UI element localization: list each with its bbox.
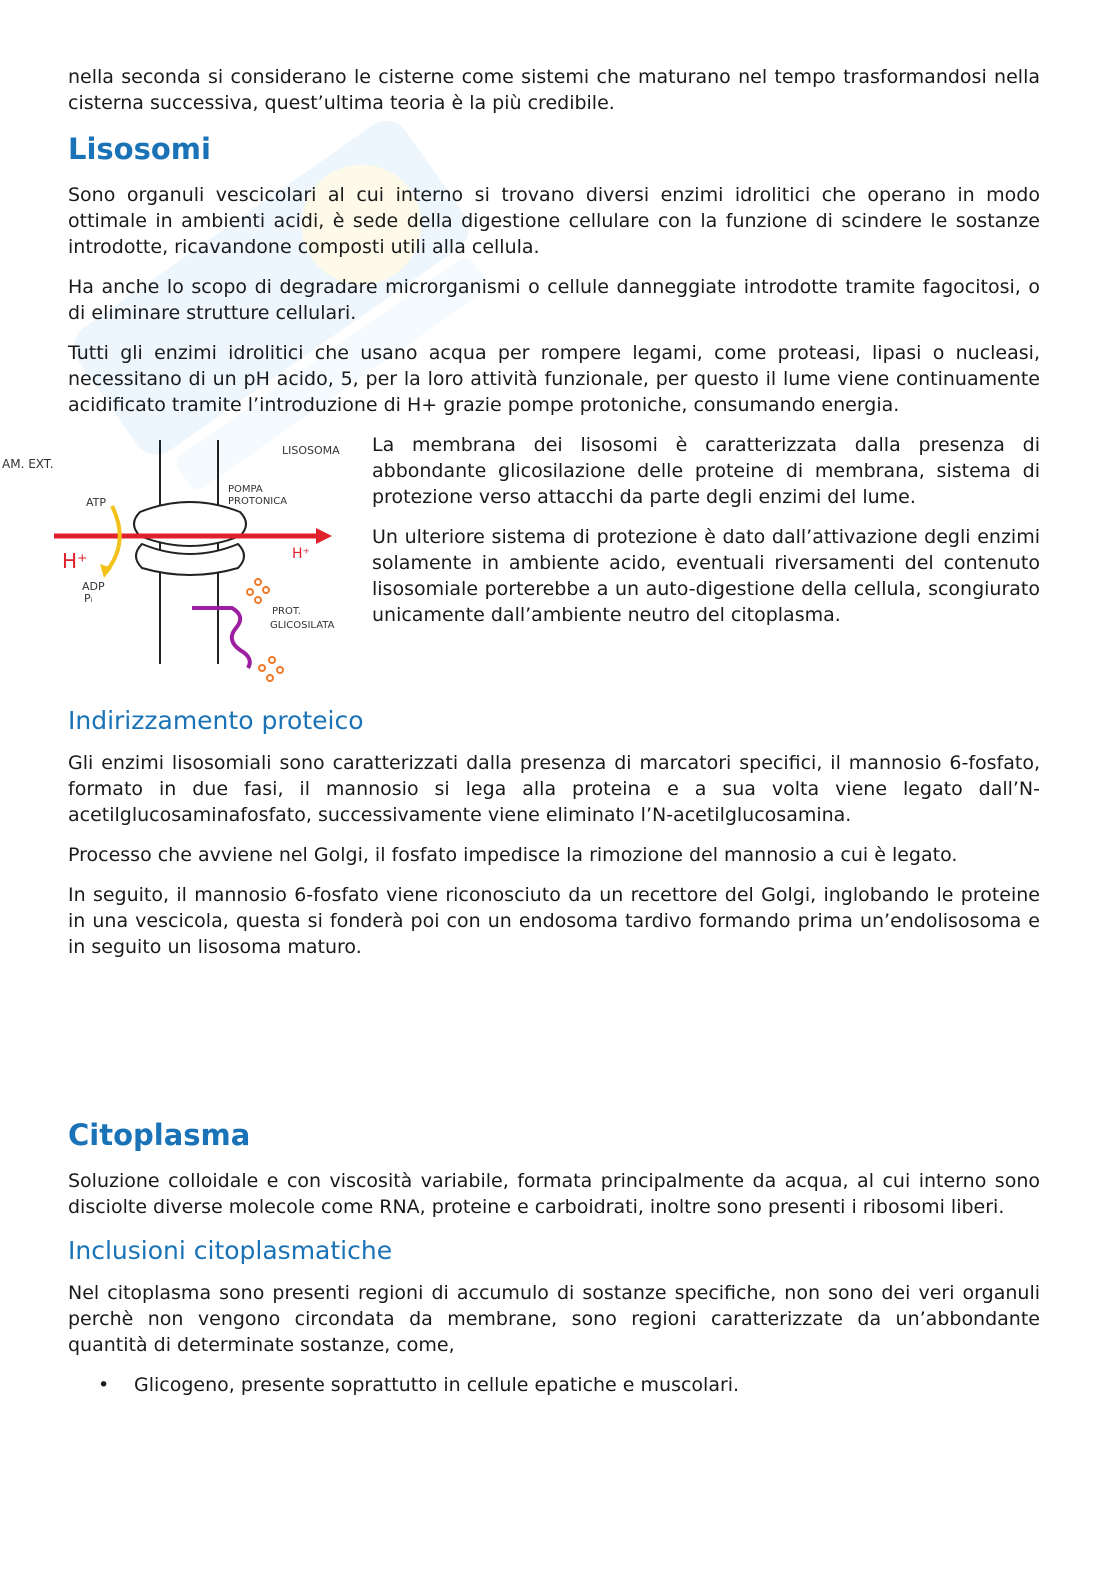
label-glicosilata: GLICOSILATA (270, 620, 335, 631)
label-h-left: H⁺ (62, 549, 88, 573)
label-lisosoma: LISOSOMA (282, 444, 340, 457)
section-title-indirizzamento: Indirizzamento proteico (68, 706, 364, 735)
figure-row (0, 432, 1040, 688)
indirizzamento-paragraph-2: Processo che avviene nel Golgi, il fosfato impedisce la rimozione del mannosio a cui è legato. (68, 844, 958, 866)
label-adp: ADP (82, 580, 105, 593)
label-atp: ATP (86, 496, 107, 509)
indirizzamento-paragraph-1: Gli enzimi lisosomiali sono caratterizzati dalla presenza di marcatori specifici, il mannosio 6-fosfato, formato in due fasi, il mannosio si lega alla proteina e a sua volta viene legato dall’N-acetilglucosaminafosfato, successivamente viene eliminato l’N-acetilglucosamina. (68, 752, 1040, 826)
label-am-ext: AM. EXT. (2, 457, 54, 471)
atp-hydrolysis-arrow (106, 506, 120, 572)
lisosomi-figure-paragraph-2: Un ulteriore sistema di protezione è dato dall’attivazione degli enzimi solamente in ambiente acido, eventuali riversamenti del contenuto lisosomiale porterebbe a un auto-digestione della cellula, scongiurato unicamente dall’ambiente neutro del citoplasma. (372, 526, 1040, 626)
inclusioni-paragraph: Nel citoplasma sono presenti regioni di accumulo di sostanze specifiche, non sono dei veri organuli perchè non vengono circondata da membrane, sono regioni caratterizzate da un’abbondante quantità di determinate sostanze, come, (68, 1282, 1040, 1356)
label-pi: Pᵢ (84, 592, 93, 605)
citoplasma-paragraph: Soluzione colloidale e con viscosità variabile, formata principalmente da acqua, al cui interno sono disciolte diverse molecole come RNA, proteine e carboidrati, inoltre sono presenti i ribosomi liberi. (68, 1170, 1040, 1218)
page-spacer (68, 974, 1040, 1116)
lisosomi-paragraph-1: Sono organuli vescicolari al cui interno si trovano diversi enzimi idrolitici che operano in modo ottimale in ambienti acidi, è sede della digestione cellulare con la funzione di scindere le sostanze introdotte, ricavandone composti utili alla cellula. (68, 184, 1040, 258)
inclusioni-list (68, 1372, 1040, 1398)
intro-paragraph: nella seconda si considerano le cisterne come sistemi che maturano nel tempo trasformandosi nella cisterna successiva, quest’ultima teoria è la più credibile. (68, 66, 1040, 114)
lysosome-membrane-diagram (0, 432, 360, 688)
glycosylated-protein-chain (192, 608, 250, 668)
indirizzamento-paragraph-3: In seguito, il mannosio 6-fosfato viene riconosciuto da un recettore del Golgi, inglobando le proteine in una vescicola, questa si fonderà poi con un endosoma tardivo formando prima un’endolisosoma e in seguito un lisosoma maturo. (68, 884, 1040, 958)
section-title-citoplasma: Citoplasma (68, 1118, 251, 1152)
lisosomi-paragraph-2: Ha anche lo scopo di degradare microrganismi o cellule danneggiate introdotte tramite fagocitosi, o di eliminare strutture cellulari. (68, 276, 1040, 324)
label-h-right: H⁺ (292, 546, 310, 562)
list-item: • Glicogeno, presente soprattutto in cellule epatiche e muscolari. (92, 1372, 1040, 1398)
proton-flow-arrowhead (316, 528, 332, 544)
label-protonica: PROTONICA (228, 496, 288, 507)
figure-text-column (372, 432, 1040, 642)
document-page (2, 64, 1040, 1398)
lisosomi-figure-paragraph-1: La membrana dei lisosomi è caratterizzata dalla presenza di abbondante glicosilazione delle proteine di membrana, sistema di protezione verso attacchi da parte degli enzimi del lume. (372, 434, 1040, 508)
label-pompa: POMPA (228, 484, 263, 495)
lisosomi-paragraph-3: Tutti gli enzimi idrolitici che usano acqua per rompere legami, come proteasi, lipasi o nucleasi, necessitano di un pH acido, 5, per la loro attività funzionale, per questo il lume viene continuamente acidificato tramite l’introduzione di H+ grazie pompe protoniche, consumando energia. (68, 342, 1040, 416)
section-title-lisosomi: Lisosomi (68, 132, 211, 166)
label-prot: PROT. (272, 606, 301, 617)
section-title-inclusioni: Inclusioni citoplasmatiche (68, 1236, 393, 1265)
